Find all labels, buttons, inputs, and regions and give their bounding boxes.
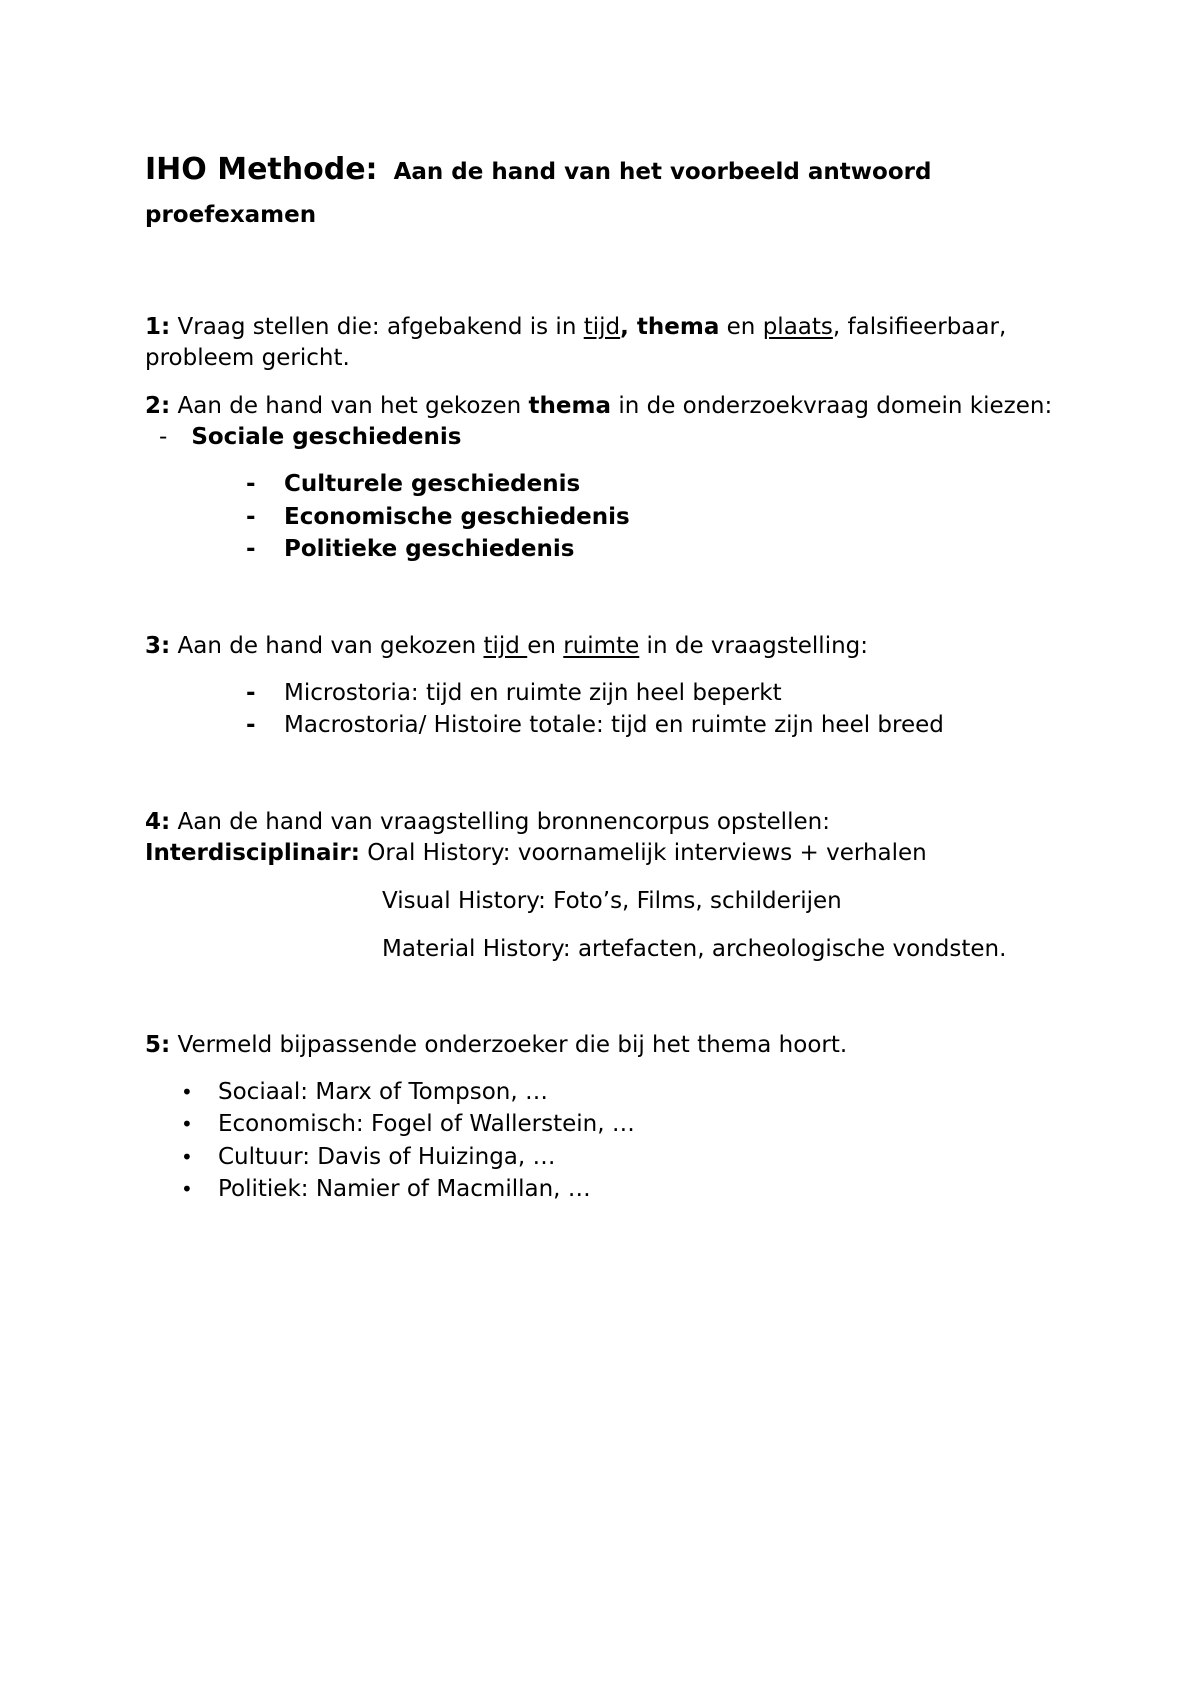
researcher-item: [181, 1173, 1075, 1206]
dash-mark: -: [246, 679, 256, 706]
step-3-text-b: en: [527, 632, 564, 659]
interdisciplinary-row: [145, 838, 1075, 869]
bullet-mark: •: [181, 1079, 193, 1104]
step-2-number: 2:: [145, 393, 171, 419]
step-1-text-a: Vraag stellen die: afgebakend is in: [170, 314, 584, 340]
step-2-text-a: Aan de hand van het gekozen: [170, 393, 529, 419]
document-title: [145, 146, 1075, 232]
domain-item: [246, 468, 1075, 501]
dash-mark: -: [246, 503, 256, 530]
step-2-thema: thema: [528, 393, 612, 419]
dash-mark: -: [246, 471, 256, 497]
scope-label: Macrostoria/ Histoire totale: tijd en ruimte zijn heel breed: [284, 712, 944, 738]
step-1-plaats: plaats: [762, 314, 833, 340]
domain-label: Culturele geschiedenis: [284, 471, 581, 497]
material-history-text: Material History: artefacten, archeologische vondsten.: [382, 935, 1007, 962]
step-3-text-a: Aan de hand van gekozen: [170, 632, 484, 659]
title-main: IHO Methode:: [145, 152, 378, 187]
step-5-text-a: Vermeld bijpassende onderzoeker die bij het thema hoort.: [170, 1031, 848, 1058]
scope-item: [246, 709, 1075, 742]
domain-list: [145, 468, 1075, 566]
scope-list: [145, 677, 1075, 742]
domain-item-first: [159, 422, 461, 453]
step-1-tijd: tijd: [583, 314, 621, 340]
step-2-paragraph: [145, 391, 1075, 453]
step-5-paragraph: [145, 1030, 1075, 1061]
step-2-text-b: in de onderzoekvraag domein kiezen:: [611, 393, 1053, 419]
researcher-list: [145, 1076, 1075, 1206]
bullet-mark: •: [181, 1144, 193, 1169]
bullet-mark: •: [181, 1177, 193, 1201]
step-1-paragraph: [145, 312, 1075, 374]
step-4-number: 4:: [145, 808, 171, 835]
domain-label: Politieke geschiedenis: [284, 536, 575, 562]
bullet-mark: •: [181, 1112, 193, 1136]
interdisciplinary-label: Interdisciplinair:: [145, 839, 360, 866]
material-history-line: [145, 934, 1075, 965]
step-1-text-c: , falsifieerbaar, probleem gericht.: [145, 314, 1007, 371]
dash-mark: -: [246, 536, 256, 562]
visual-history-text: Visual History: Foto’s, Films, schilderijen: [382, 887, 842, 914]
step-1-comma: ,: [620, 314, 629, 340]
researcher-label: Sociaal: Marx of Tompson, …: [218, 1078, 548, 1105]
oral-history-text: Oral History: voornamelijk interviews + verhalen: [359, 839, 927, 866]
researcher-label: Economisch: Fogel of Wallerstein, …: [218, 1111, 635, 1137]
step-4-text-a: Aan de hand van vraagstelling bronnencorpus opstellen:: [170, 808, 830, 835]
step-3-text-c: in de vraagstelling:: [639, 632, 869, 659]
step-4-paragraph: [145, 807, 1075, 838]
dash-mark: -: [159, 424, 168, 450]
step-3-paragraph: [145, 631, 1075, 662]
domain-item: [246, 501, 1075, 534]
scope-item: [246, 677, 1075, 710]
researcher-item: [181, 1076, 1075, 1109]
step-3-number: 3:: [145, 632, 171, 659]
researcher-item: [181, 1141, 1075, 1174]
researcher-label: Politiek: Namier of Macmillan, …: [218, 1176, 591, 1202]
step-1-thema: thema: [628, 314, 720, 340]
document-content: [145, 146, 1075, 1206]
researcher-item: [181, 1108, 1075, 1141]
domain-label: Economische geschiedenis: [284, 503, 630, 530]
title-subtitle: Aan de hand van het voorbeeld antwoord proefexamen: [145, 159, 932, 228]
domain-label: Sociale geschiedenis: [191, 424, 462, 450]
step-5-number: 5:: [145, 1031, 171, 1058]
step-1-number: 1:: [145, 314, 171, 340]
scope-label: Microstoria: tijd en ruimte zijn heel beperkt: [284, 679, 782, 706]
dash-mark: -: [246, 712, 256, 738]
step-3-tijd: tijd: [483, 632, 528, 659]
step-1-text-b: en: [719, 314, 763, 340]
researcher-label: Cultuur: Davis of Huizinga, …: [218, 1143, 556, 1170]
domain-item: [246, 533, 1075, 566]
step-3-ruimte: ruimte: [563, 632, 640, 659]
visual-history-line: [145, 886, 1075, 917]
